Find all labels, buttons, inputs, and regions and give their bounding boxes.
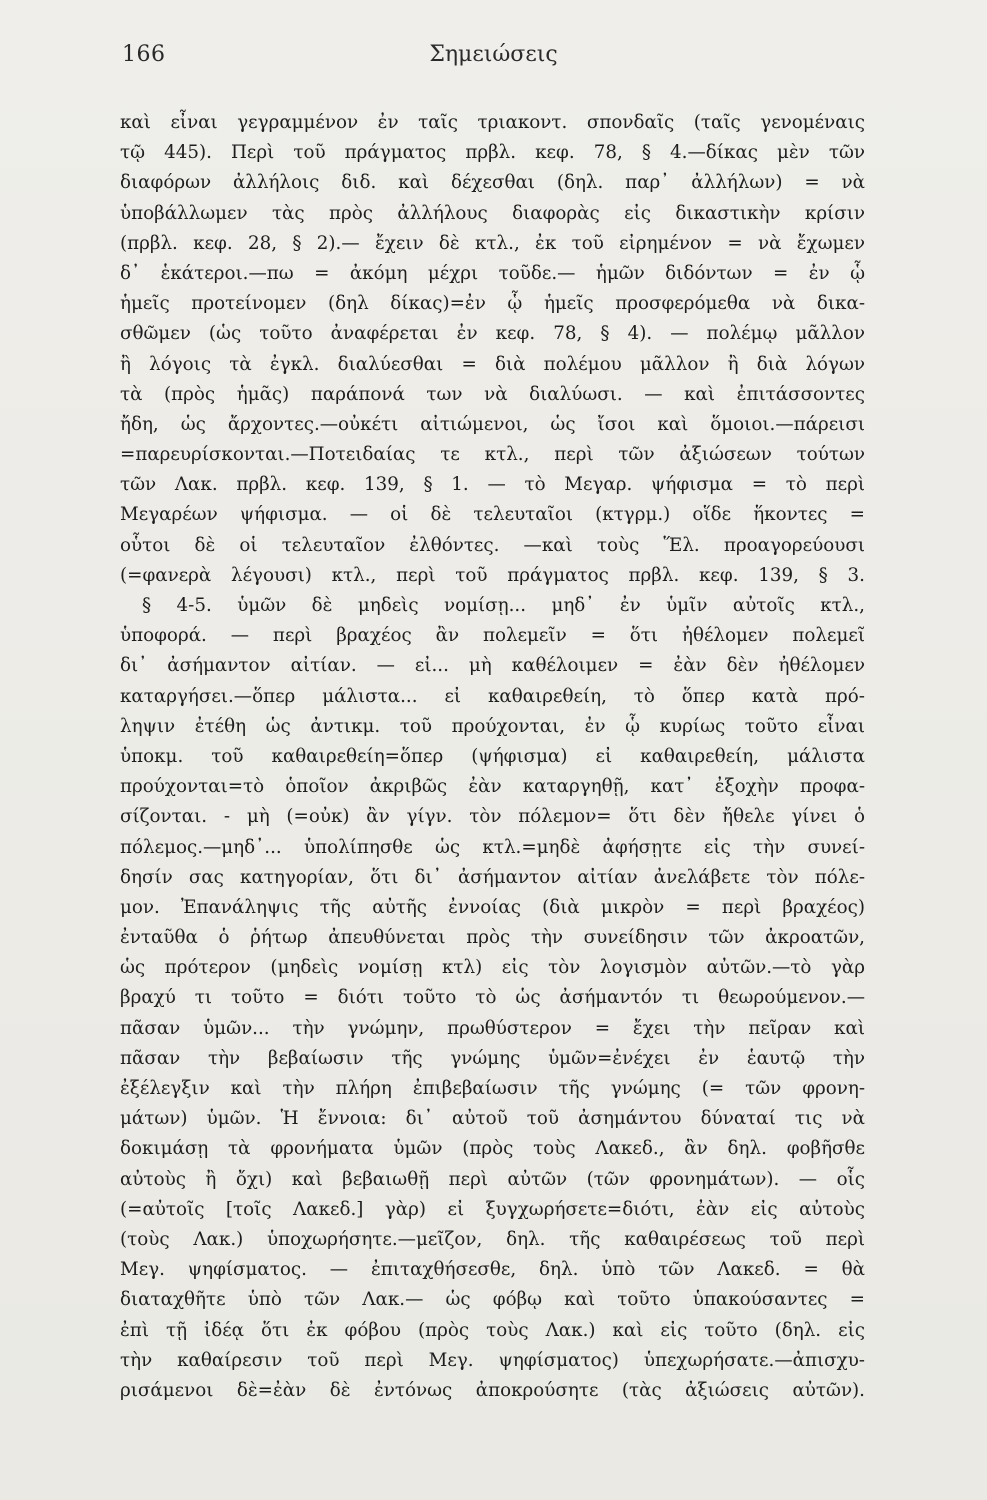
page-header xyxy=(122,42,865,82)
page-number: 166 xyxy=(122,42,166,67)
text-line: ὡς πρότερον (μηδεὶς νομίσῃ κτλ) εἰς τὸν λογισμὸν αὐτῶν.—τὸ γὰρ xyxy=(120,957,865,979)
text-line: Μεγ. ψηφίσματος. — ἐπιταχθήσεσθε, δηλ. ὑπὸ τῶν Λακεδ. = θὰ xyxy=(120,1259,865,1281)
text-line: τὰ (πρὸς ἡμᾶς) παράπονά των νὰ διαλύωσι. — καὶ ἐπιτάσσοντες xyxy=(120,383,865,405)
text-line: αὐτοὺς ἢ ὄχι) καὶ βεβαιωθῇ περὶ αὐτῶν (τῶν φρονημάτων). — οἷς xyxy=(120,1168,865,1190)
text-line: ὑποκμ. τοῦ καθαιρεθείη=ὅπερ (ψήφισμα) εἰ καθαιρεθείη, μάλιστα xyxy=(120,745,865,767)
text-line: ληψιν ἐτέθη ὡς ἀντικμ. τοῦ προύχονται, ἐν ᾧ κυρίως τοῦτο εἶναι xyxy=(120,715,865,737)
text-line: προύχονται=τὸ ὁποῖον ἀκριβῶς ἐὰν καταργηθῇ, κατ᾽ ἐξοχὴν προφα- xyxy=(120,776,865,798)
text-line: (=φανερὰ λέγουσι) κτλ., περὶ τοῦ πράγματος πρβλ. κεφ. 139, § 3. xyxy=(120,564,865,586)
text-line: τῷ 445). Περὶ τοῦ πράγματος πρβλ. κεφ. 78, § 4.—δίκας μὲν τῶν xyxy=(120,142,865,164)
text-line: βραχύ τι τοῦτο = διότι τοῦτο τὸ ὡς ἀσήμαντόν τι θεωρούμενον.— xyxy=(120,987,865,1009)
text-line: σθῶμεν (ὡς τοῦτο ἀναφέρεται ἐν κεφ. 78, § 4). — πολέμῳ μᾶλλον xyxy=(120,323,865,345)
notes-body xyxy=(120,108,865,1406)
text-line: δησίν σας κατηγορίαν, ὅτι δι᾽ ἀσήμαντον αἰτίαν ἀνελάβετε τὸν πόλε- xyxy=(120,866,865,888)
text-line: ἐνταῦθα ὁ ῥήτωρ ἀπευθύνεται πρὸς τὴν συνείδησιν τῶν ἀκροατῶν, xyxy=(120,927,865,949)
text-line: πᾶσαν τὴν βεβαίωσιν τῆς γνώμης ὑμῶν=ἐνέχει ἐν ἑαυτῷ τὴν xyxy=(120,1047,865,1069)
text-line: (πρβλ. κεφ. 28, § 2).— ἔχειν δὲ κτλ., ἐκ τοῦ εἰρημένον = νὰ ἔχωμεν xyxy=(120,232,865,254)
text-line: ρισάμενοι δὲ=ἐὰν δὲ ἐντόνως ἀποκρούσητε (τὰς ἀξιώσεις αὐτῶν). xyxy=(120,1379,865,1401)
text-line: ἡμεῖς προτείνομεν (δηλ δίκας)=ἐν ᾧ ἡμεῖς προσφερόμεθα νὰ δικα- xyxy=(120,293,865,315)
text-line: διαταχθῆτε ὑπὸ τῶν Λακ.— ὡς φόβῳ καὶ τοῦτο ὑπακούσαντες = xyxy=(120,1289,865,1311)
running-title: Σημειώσεις xyxy=(429,42,558,67)
text-line: (τοὺς Λακ.) ὑποχωρήσητε.—μεῖζον, δηλ. τῆς καθαιρέσεως τοῦ περὶ xyxy=(120,1228,865,1250)
text-line: διαφόρων ἀλλήλοις διδ. καὶ δέχεσθαι (δηλ. παρ᾽ ἀλλήλων) = νὰ xyxy=(120,172,865,194)
text-line: μάτων) ὑμῶν. Ἡ ἔννοια: δι᾽ αὐτοῦ τοῦ ἀσημάντου δύναταί τις νὰ xyxy=(120,1108,865,1130)
text-line: πᾶσαν ὑμῶν... τὴν γνώμην, πρωθύστερον = ἔχει τὴν πεῖραν καὶ xyxy=(120,1017,865,1039)
text-line: ὑποβάλλωμεν τὰς πρὸς ἀλλήλους διαφορὰς εἰς δικαστικὴν κρίσιν xyxy=(120,202,865,224)
text-line: Μεγαρέων ψήφισμα. — οἱ δὲ τελευταῖοι (κτγρμ.) οἵδε ἥκοντες = xyxy=(120,504,865,526)
text-line: ἢ λόγοις τὰ ἐγκλ. διαλύεσθαι = διὰ πολέμου μᾶλλον ἢ διὰ λόγων xyxy=(120,353,865,375)
text-line: οὗτοι δὲ οἱ τελευταῖον ἐλθόντες. —καὶ τοὺς Ἕλ. προαγορεύουσι xyxy=(120,534,865,556)
text-line: δοκιμάσῃ τὰ φρονήματα ὑμῶν (πρὸς τοὺς Λακεδ., ἂν δηλ. φοβῆσθε xyxy=(120,1138,865,1160)
text-line: καταργήσει.—ὅπερ μάλιστα... εἰ καθαιρεθείη, τὸ ὅπερ κατὰ πρό- xyxy=(120,685,865,707)
text-line: ἐξέλεγξιν καὶ τὴν πλήρη ἐπιβεβαίωσιν τῆς γνώμης (= τῶν φρονη- xyxy=(120,1078,865,1099)
text-line: δι᾽ ἀσήμαντον αἰτίαν. — εἰ... μὴ καθέλοιμεν = ἐὰν δὲν ἠθέλομεν xyxy=(120,655,865,677)
text-line: μον. Ἐπανάληψις τῆς αὐτῆς ἐννοίας (διὰ μικρὸν = περὶ βραχέος) xyxy=(120,896,865,918)
text-line: (=αὐτοῖς [τοῖς Λακεδ.] γὰρ) εἰ ξυγχωρήσετε=διότι, ἐὰν εἰς αὐτοὺς xyxy=(120,1198,865,1220)
text-line: τὴν καθαίρεσιν τοῦ περὶ Μεγ. ψηφίσματος) ὑπεχωρήσατε.—ἀπισχυ- xyxy=(120,1349,865,1371)
text-line: πόλεμος.—μηδ᾽... ὑπολίπησθε ὡς κτλ.=μηδὲ ἀφήσῃτε εἰς τὴν συνεί- xyxy=(120,836,865,858)
text-line: ἐπὶ τῇ ἰδέᾳ ὅτι ἐκ φόβου (πρὸς τοὺς Λακ.) καὶ εἰς τοῦτο (δηλ. εἰς xyxy=(120,1319,865,1341)
text-line: § 4-5. ὑμῶν δὲ μηδεὶς νομίσῃ... μηδ᾽ ἐν ὑμῖν αὐτοῖς κτλ., xyxy=(142,595,865,616)
text-line: δ᾽ ἑκάτεροι.—πω = ἀκόμη μέχρι τοῦδε.— ἡμῶν διδόντων = ἐν ᾧ xyxy=(120,262,865,284)
text-line: =παρευρίσκονται.—Ποτειδαίας τε κτλ., περὶ τῶν ἀξιώσεων τούτων xyxy=(120,444,865,466)
text-line: σίζονται. - μὴ (=οὐκ) ἂν γίγν. τὸν πόλεμον= ὅτι δὲν ἤθελε γίνει ὁ xyxy=(120,806,865,828)
text-line: καὶ εἶναι γεγραμμένον ἐν ταῖς τριακοντ. σπονδαῖς (ταῖς γενομέναις xyxy=(120,112,865,133)
text-line: ὑποφορά. — περὶ βραχέος ἂν πολεμεῖν = ὅτι ἠθέλομεν πολεμεῖ xyxy=(120,625,865,647)
text-line: τῶν Λακ. πρβλ. κεφ. 139, § 1. — τὸ Μεγαρ. ψήφισμα = τὸ περὶ xyxy=(120,474,865,496)
text-line: ἤδη, ὡς ἄρχοντες.—οὐκέτι αἰτιώμενοι, ὡς ἴσοι καὶ ὅμοιοι.—πάρεισι xyxy=(120,413,865,435)
